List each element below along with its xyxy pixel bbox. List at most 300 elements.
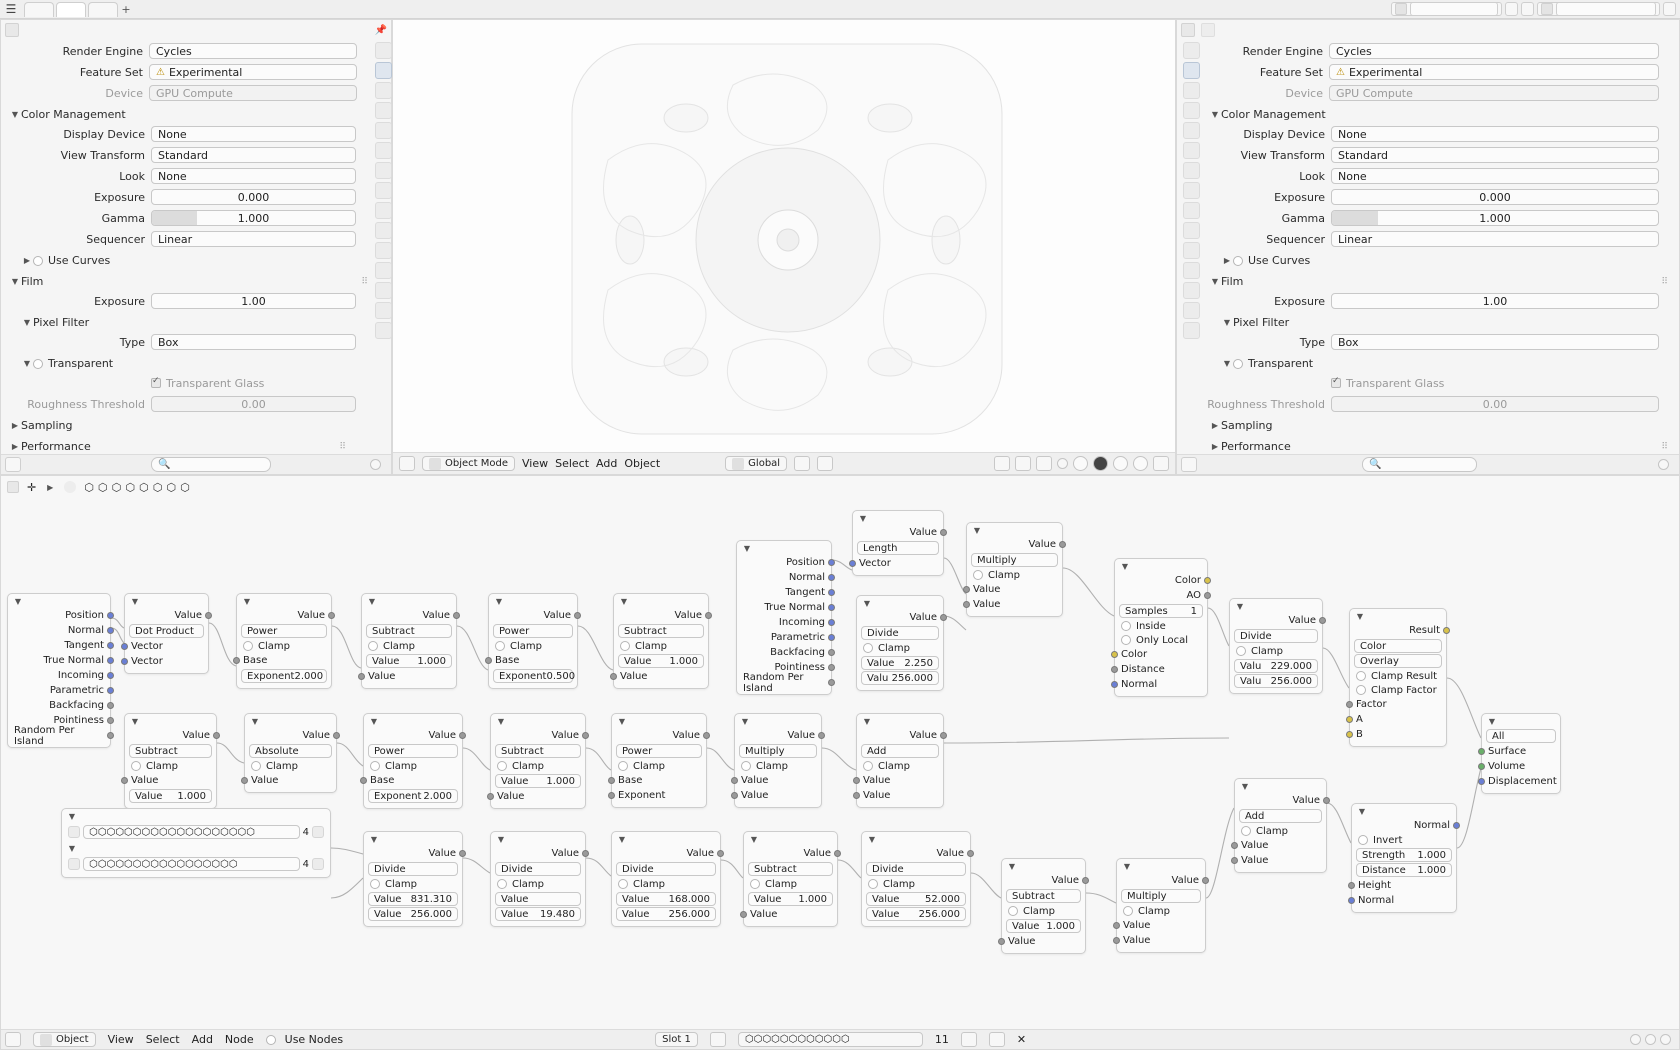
socket-tangent[interactable] — [107, 642, 114, 649]
render-pause-icon[interactable] — [1153, 456, 1169, 471]
collapse-icon[interactable]: ▼ — [68, 811, 76, 821]
clamp-toggle[interactable] — [857, 641, 943, 655]
tab-constraints[interactable] — [375, 262, 392, 279]
node-header[interactable] — [8, 594, 110, 608]
value-field-1[interactable] — [495, 774, 581, 788]
clamp-toggle[interactable] — [614, 639, 708, 653]
blend-mode-dropdown[interactable] — [1354, 654, 1442, 668]
clamp-checkbox[interactable] — [868, 879, 878, 889]
collapse-icon[interactable]: ▼ — [741, 716, 749, 726]
socket-random-per-island[interactable] — [828, 679, 835, 686]
image-icon-1[interactable] — [68, 826, 80, 838]
socket-true-normal[interactable] — [828, 604, 835, 611]
transparent-glass-checkbox[interactable] — [151, 378, 161, 388]
snap-magnet-icon[interactable] — [794, 456, 810, 471]
editor-type-button-left[interactable] — [5, 457, 21, 472]
socket-value-a[interactable] — [1231, 842, 1238, 849]
clamp-checkbox[interactable] — [495, 641, 505, 651]
socket-b[interactable] — [1346, 731, 1353, 738]
collapse-icon-2[interactable]: ▼ — [68, 843, 76, 853]
film-section-right[interactable] — [1201, 273, 1679, 290]
operation-dropdown[interactable] — [241, 624, 327, 638]
node-menu-view[interactable]: View — [107, 1033, 134, 1046]
gizmo-icon[interactable] — [1015, 456, 1031, 471]
value-field-2[interactable] — [861, 671, 939, 685]
clamp-toggle[interactable] — [735, 759, 821, 773]
socket-distance[interactable] — [1111, 666, 1118, 673]
object-mode-dropdown[interactable] — [422, 456, 515, 471]
node-math-multiply-top[interactable] — [966, 522, 1063, 617]
collapse-icon[interactable]: ▼ — [243, 596, 251, 606]
clamp-toggle[interactable] — [1002, 904, 1085, 918]
socket-pointiness[interactable] — [828, 664, 835, 671]
editor-type-button-node[interactable] — [5, 1032, 21, 1047]
socket-position[interactable] — [107, 612, 114, 619]
editor-type-button-viewport[interactable] — [399, 456, 415, 471]
only-local-checkbox[interactable] — [1121, 635, 1131, 645]
collapse-icon[interactable]: ▼ — [368, 596, 376, 606]
invert-toggle[interactable] — [1352, 833, 1456, 847]
transparent-section[interactable] — [1, 355, 369, 372]
node-header[interactable] — [491, 832, 585, 846]
tab-world[interactable] — [375, 142, 392, 159]
node-math-multiply-3[interactable] — [1116, 858, 1206, 953]
node-header[interactable] — [1117, 859, 1205, 873]
clamp-toggle[interactable] — [237, 639, 331, 653]
node-header[interactable] — [735, 714, 821, 728]
socket-normal[interactable] — [107, 627, 114, 634]
node-vector-math-dot[interactable] — [124, 593, 209, 674]
gamma-slider[interactable] — [151, 210, 356, 226]
socket-pointiness[interactable] — [107, 717, 114, 724]
node-header[interactable] — [1002, 859, 1085, 873]
clamp-checkbox[interactable] — [618, 761, 628, 771]
socket-value-out[interactable] — [705, 612, 712, 619]
node-math-multiply-2[interactable] — [734, 713, 822, 808]
node-header[interactable] — [1482, 714, 1560, 728]
color-management-section-right[interactable] — [1201, 106, 1679, 123]
socket-value-out[interactable] — [459, 732, 466, 739]
node-header[interactable] — [1115, 559, 1207, 573]
sequencer-dropdown-right[interactable] — [1331, 231, 1659, 247]
collapse-icon[interactable]: ▼ — [370, 834, 378, 844]
socket-color-in[interactable] — [1111, 651, 1118, 658]
operation-dropdown[interactable] — [493, 624, 573, 638]
fake-user-icon[interactable] — [961, 1032, 977, 1047]
socket-value-out[interactable] — [717, 850, 724, 857]
unlink-material-icon[interactable]: ✕ — [1016, 1033, 1027, 1046]
collapse-icon[interactable]: ▼ — [131, 716, 139, 726]
value-field-1[interactable] — [1234, 659, 1318, 673]
clamp-toggle[interactable] — [364, 759, 462, 773]
clamp-checkbox[interactable] — [251, 761, 261, 771]
socket-normal-in[interactable] — [1111, 681, 1118, 688]
inside-checkbox[interactable] — [1121, 621, 1131, 631]
clamp-toggle[interactable] — [744, 877, 837, 891]
tab-data-right[interactable] — [1183, 282, 1200, 299]
socket-value-out[interactable] — [205, 612, 212, 619]
exponent-field[interactable] — [493, 669, 576, 683]
node-header[interactable] — [125, 594, 208, 608]
clamp-checkbox[interactable] — [497, 761, 507, 771]
node-header[interactable] — [364, 832, 462, 846]
operation-dropdown[interactable] — [866, 862, 966, 876]
transparent-glass-checkbox-right[interactable] — [1331, 378, 1341, 388]
menu-view[interactable]: View — [522, 457, 549, 470]
node-menu-select[interactable]: Select — [145, 1033, 180, 1046]
search-input-left[interactable] — [151, 457, 271, 472]
socket-value-out[interactable] — [333, 732, 340, 739]
image-name-field-2[interactable] — [83, 857, 300, 871]
new-scene-button[interactable] — [1505, 2, 1518, 16]
tab-material-right[interactable] — [1183, 302, 1200, 319]
clamp-toggle[interactable] — [491, 877, 585, 891]
clamp-toggle[interactable] — [1117, 904, 1205, 918]
node-math-subtract-1[interactable] — [361, 593, 457, 689]
new-view-layer-button[interactable] — [1663, 2, 1676, 16]
clamp-checkbox[interactable] — [497, 879, 507, 889]
clamp-toggle[interactable] — [245, 759, 336, 773]
use-nodes-checkbox[interactable] — [266, 1035, 276, 1045]
render-engine-dropdown-right[interactable] — [1329, 43, 1659, 59]
node-math-power-4[interactable] — [611, 713, 707, 808]
3d-viewport[interactable] — [392, 19, 1176, 475]
scene-selector[interactable] — [1391, 2, 1502, 16]
clamp-toggle[interactable] — [862, 877, 970, 891]
socket-value-out[interactable] — [213, 732, 220, 739]
operation-dropdown[interactable] — [748, 862, 833, 876]
tab-data[interactable] — [375, 282, 392, 299]
properties-options-left[interactable] — [370, 459, 381, 470]
node-header[interactable] — [62, 809, 330, 823]
collapse-icon[interactable]: ▼ — [973, 525, 981, 535]
node-menu-node[interactable]: Node — [224, 1033, 254, 1046]
clamp-toggle[interactable] — [857, 759, 943, 773]
collapse-icon[interactable]: ▼ — [131, 596, 139, 606]
proportional-falloff-icon[interactable] — [863, 456, 879, 471]
node-math-power-3[interactable] — [363, 713, 463, 809]
tab-physics-right[interactable] — [1183, 242, 1200, 259]
shader-type-dropdown[interactable] — [33, 1032, 96, 1047]
node-math-power-1[interactable] — [236, 593, 332, 689]
node-geometry-2[interactable] — [736, 540, 832, 695]
clamp-checkbox[interactable] — [370, 761, 380, 771]
view-layer-name-field[interactable] — [1556, 2, 1656, 16]
sampling-section-right[interactable] — [1201, 417, 1679, 434]
socket-value-out[interactable] — [703, 732, 710, 739]
clamp-toggle[interactable] — [364, 877, 462, 891]
node-header[interactable] — [1350, 609, 1446, 623]
device-dropdown-right[interactable] — [1329, 85, 1659, 101]
socket-value-out[interactable] — [834, 850, 841, 857]
collapse-icon[interactable]: ▼ — [1356, 611, 1364, 621]
collapse-icon[interactable]: ▼ — [863, 598, 871, 608]
node-header[interactable] — [362, 594, 456, 608]
value-field-1[interactable] — [495, 892, 581, 906]
node-ambient-occlusion[interactable] — [1114, 558, 1208, 697]
socket-value-a[interactable] — [853, 777, 860, 784]
view-transform-dropdown-right[interactable] — [1331, 147, 1659, 163]
roughness-threshold-field-right[interactable] — [1331, 396, 1659, 412]
operation-dropdown[interactable] — [616, 862, 716, 876]
clamp-toggle[interactable] — [362, 639, 456, 653]
socket-volume[interactable] — [1478, 763, 1485, 770]
operation-dropdown[interactable] — [249, 744, 332, 758]
clamp-toggle[interactable] — [967, 568, 1062, 582]
socket-normal-in[interactable] — [1348, 897, 1355, 904]
tab-output-right[interactable] — [1183, 82, 1200, 99]
workspace-tab-1[interactable] — [24, 2, 54, 17]
tab-particles[interactable] — [375, 222, 392, 239]
socket-value-in[interactable] — [487, 793, 494, 800]
collapse-icon[interactable]: ▼ — [1008, 861, 1016, 871]
strength-field[interactable] — [1356, 848, 1452, 862]
add-node-icon[interactable]: ✛ — [27, 480, 37, 494]
node-material-output[interactable] — [1481, 713, 1561, 794]
transparent-checkbox-right[interactable] — [1233, 359, 1243, 369]
node-math-divide-229[interactable] — [1229, 598, 1323, 694]
clamp-checkbox[interactable] — [750, 879, 760, 889]
pin-node-icon[interactable] — [1038, 1032, 1054, 1047]
socket-value-a[interactable] — [1113, 922, 1120, 929]
look-dropdown-right[interactable] — [1331, 168, 1659, 184]
socket-backfacing[interactable] — [107, 702, 114, 709]
transparent-section-right[interactable] — [1201, 355, 1679, 372]
value-field-1[interactable] — [861, 656, 939, 670]
collapse-icon[interactable]: ▼ — [618, 834, 626, 844]
operation-dropdown[interactable] — [129, 744, 212, 758]
socket-incoming[interactable] — [828, 619, 835, 626]
use-nodes-toggle[interactable] — [266, 1033, 344, 1046]
distance-field[interactable] — [1356, 863, 1452, 877]
node-header[interactable] — [614, 594, 708, 608]
socket-height[interactable] — [1348, 882, 1355, 889]
invert-checkbox[interactable] — [1358, 835, 1368, 845]
performance-section-right[interactable] — [1201, 438, 1679, 455]
socket-value-out[interactable] — [582, 850, 589, 857]
clamp-toggle[interactable] — [125, 759, 216, 773]
clamp-toggle[interactable] — [612, 877, 720, 891]
use-curves-checkbox[interactable] — [33, 256, 43, 266]
workspace-tab-2[interactable] — [56, 2, 86, 17]
transform-orientation-dropdown[interactable] — [725, 456, 787, 471]
node-math-add-2[interactable] — [1234, 778, 1327, 873]
value-field-1[interactable] — [366, 654, 452, 668]
menu-add[interactable]: Add — [596, 457, 618, 470]
clamp-checkbox[interactable] — [620, 641, 630, 651]
node-math-divide-168[interactable] — [611, 831, 721, 927]
socket-value-a[interactable] — [963, 586, 970, 593]
shield-icon-2[interactable] — [312, 858, 324, 870]
socket-value-out[interactable] — [818, 732, 825, 739]
socket-value-out[interactable] — [967, 850, 974, 857]
socket-value-out[interactable] — [940, 732, 947, 739]
shield-icon-1[interactable] — [312, 826, 324, 838]
feature-set-dropdown[interactable] — [149, 64, 357, 80]
socket-value-out[interactable] — [1082, 877, 1089, 884]
collapse-icon[interactable]: ▼ — [1121, 561, 1129, 571]
device-dropdown[interactable] — [149, 85, 357, 101]
xray-toggle-icon[interactable] — [1057, 458, 1068, 469]
clamp-factor-checkbox[interactable] — [1356, 685, 1366, 695]
socket-value-out[interactable] — [1323, 797, 1330, 804]
feature-set-dropdown-right[interactable] — [1329, 64, 1659, 80]
clamp-checkbox[interactable] — [741, 761, 751, 771]
value-field-2[interactable] — [616, 907, 716, 921]
node-header[interactable] — [853, 511, 943, 525]
clamp-checkbox[interactable] — [370, 879, 380, 889]
proportional-edit-icon[interactable] — [817, 456, 833, 471]
only-local-toggle[interactable] — [1115, 633, 1207, 647]
clamp-checkbox[interactable] — [863, 761, 873, 771]
node-math-subtract-4[interactable] — [490, 713, 586, 809]
node-math-divide-top[interactable] — [856, 595, 944, 691]
tab-constraints-right[interactable] — [1183, 262, 1200, 279]
slot-dropdown[interactable] — [655, 1032, 698, 1047]
socket-value-out[interactable] — [453, 612, 460, 619]
node-math-divide-52[interactable] — [861, 831, 971, 927]
value-field-2[interactable] — [866, 907, 966, 921]
transparent-checkbox[interactable] — [33, 359, 43, 369]
socket-position[interactable] — [828, 559, 835, 566]
socket-color-out[interactable] — [1204, 577, 1211, 584]
socket-surface[interactable] — [1478, 748, 1485, 755]
socket-value-out[interactable] — [940, 614, 947, 621]
socket-vector-b[interactable] — [121, 658, 128, 665]
gamma-slider-right[interactable] — [1331, 210, 1659, 226]
value-field-2[interactable] — [368, 907, 458, 921]
transparent-glass-toggle-right[interactable] — [1331, 377, 1659, 390]
tab-modifiers[interactable] — [375, 202, 392, 219]
main-menu-icon[interactable]: ☰ — [5, 2, 17, 16]
operation-dropdown[interactable] — [857, 541, 939, 555]
tab-object[interactable] — [375, 182, 392, 199]
socket-value-b[interactable] — [731, 792, 738, 799]
socket-value-out[interactable] — [1202, 877, 1209, 884]
socket-parametric[interactable] — [828, 634, 835, 641]
add-workspace-icon[interactable]: + — [121, 2, 131, 16]
collapse-icon[interactable]: ▼ — [1241, 781, 1249, 791]
socket-exponent[interactable] — [608, 792, 615, 799]
tab-physics[interactable] — [375, 242, 392, 259]
node-header[interactable] — [1235, 779, 1326, 793]
pin-id-icon[interactable]: 📌 — [374, 24, 387, 36]
material-name-field[interactable] — [738, 1032, 923, 1047]
menu-object[interactable]: Object — [624, 457, 661, 470]
socket-base[interactable] — [360, 777, 367, 784]
node-image-texture-group[interactable] — [61, 808, 331, 878]
node-math-subtract-6[interactable] — [1001, 858, 1086, 954]
node-header[interactable] — [862, 832, 970, 846]
collapse-icon[interactable]: ▼ — [868, 834, 876, 844]
socket-result[interactable] — [1443, 627, 1450, 634]
clamp-checkbox[interactable] — [368, 641, 378, 651]
node-math-subtract-2[interactable] — [613, 593, 709, 689]
node-math-power-2[interactable] — [488, 593, 578, 689]
tab-modifiers-right[interactable] — [1183, 202, 1200, 219]
node-math-divide-831[interactable] — [363, 831, 463, 927]
node-header[interactable] — [491, 714, 585, 728]
node-canvas[interactable] — [1, 498, 1679, 1029]
node-header[interactable] — [857, 714, 943, 728]
tab-output[interactable] — [375, 82, 392, 99]
collapse-icon[interactable]: ▼ — [497, 834, 505, 844]
node-menu-add[interactable]: Add — [191, 1033, 213, 1046]
color-management-section[interactable] — [1, 106, 369, 123]
socket-random-per-island[interactable] — [107, 732, 114, 739]
operation-dropdown[interactable] — [861, 626, 939, 640]
clamp-checkbox[interactable] — [131, 761, 141, 771]
operation-dropdown[interactable] — [739, 744, 817, 758]
operation-dropdown[interactable] — [1239, 809, 1322, 823]
node-header[interactable] — [857, 596, 943, 610]
tab-object-right[interactable] — [1183, 182, 1200, 199]
film-exposure-field[interactable] — [151, 293, 356, 309]
film-section[interactable] — [1, 273, 369, 290]
samples-field[interactable] — [1119, 604, 1203, 618]
node-vector-length[interactable] — [852, 510, 944, 576]
browse-material-icon[interactable] — [710, 1032, 726, 1047]
material-users-count[interactable]: 11 — [934, 1033, 949, 1046]
socket-vector-a[interactable] — [121, 643, 128, 650]
collapse-icon[interactable]: ▼ — [497, 716, 505, 726]
socket-value-out[interactable] — [582, 732, 589, 739]
shading-solid[interactable] — [1093, 456, 1108, 471]
editor-type-icon[interactable] — [5, 23, 19, 37]
socket-value-out[interactable] — [574, 612, 581, 619]
tab-world-right[interactable] — [1183, 142, 1200, 159]
socket-backfacing[interactable] — [828, 649, 835, 656]
clamp-checkbox[interactable] — [863, 643, 873, 653]
socket-tangent[interactable] — [828, 589, 835, 596]
shading-wireframe[interactable] — [1073, 456, 1088, 471]
socket-normal-out[interactable] — [1453, 822, 1460, 829]
pixel-filter-type-dropdown-right[interactable] — [1331, 334, 1659, 350]
tab-texture[interactable] — [375, 322, 392, 339]
node-header[interactable] — [125, 714, 216, 728]
collapse-icon[interactable]: ▼ — [618, 716, 626, 726]
operation-dropdown[interactable] — [368, 862, 458, 876]
visibility-icon[interactable] — [994, 456, 1010, 471]
value-field-1[interactable] — [618, 654, 704, 668]
exposure-slider-right[interactable] — [1331, 189, 1659, 205]
socket-base[interactable] — [485, 657, 492, 664]
node-header[interactable] — [737, 541, 831, 555]
clamp-checkbox[interactable] — [618, 879, 628, 889]
collapse-icon[interactable]: ▼ — [495, 596, 503, 606]
operation-dropdown[interactable] — [1121, 889, 1201, 903]
node-header[interactable] — [1230, 599, 1322, 613]
operation-dropdown[interactable] — [129, 624, 204, 638]
exponent-field[interactable] — [241, 669, 327, 683]
tab-view-layer-right[interactable] — [1183, 102, 1200, 119]
film-exposure-field-right[interactable] — [1331, 293, 1659, 309]
use-curves-section[interactable] — [1, 252, 369, 269]
tab-collection-right[interactable] — [1183, 162, 1200, 179]
exposure-slider[interactable] — [151, 189, 356, 205]
inside-toggle[interactable] — [1115, 619, 1207, 633]
node-header[interactable] — [364, 714, 462, 728]
socket-value-out[interactable] — [1319, 617, 1326, 624]
overlay-node-icon[interactable] — [1645, 1034, 1656, 1045]
socket-ao-out[interactable] — [1204, 592, 1211, 599]
socket-factor[interactable] — [1346, 701, 1353, 708]
socket-true-normal[interactable] — [107, 657, 114, 664]
value-field-2[interactable] — [1234, 674, 1318, 688]
value-field-1[interactable] — [616, 892, 716, 906]
shading-material-preview[interactable] — [1113, 456, 1128, 471]
value-field-1[interactable] — [368, 892, 458, 906]
